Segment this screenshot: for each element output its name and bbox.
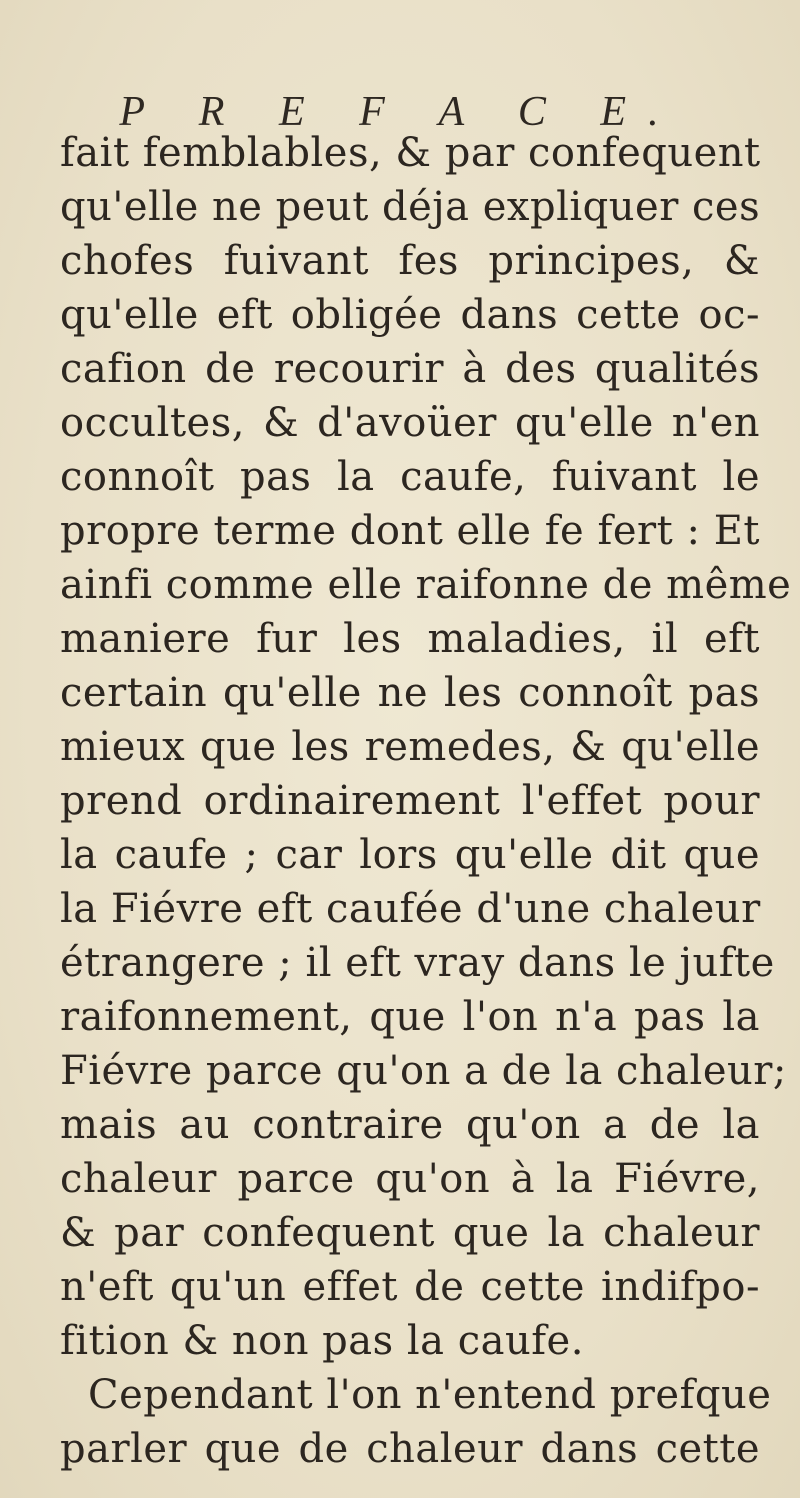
text-line: qu'elle eft obligée dans cette oc- bbox=[60, 292, 760, 338]
text-line: ainfi comme elle raifonne de même bbox=[60, 562, 792, 608]
body-text bbox=[60, 126, 792, 1476]
text-line: propre terme dont elle fe fert : Et bbox=[60, 508, 760, 554]
text-line: parler que de chaleur dans cette bbox=[60, 1426, 760, 1472]
text-line: la Fiévre eft caufée d'une chaleur bbox=[60, 886, 761, 932]
text-line: certain qu'elle ne les connoît pas bbox=[60, 670, 760, 716]
text-line: chaleur parce qu'on à la Fiévre, bbox=[60, 1156, 760, 1202]
text-line: Fiévre parce qu'on a de la chaleur; bbox=[60, 1048, 787, 1094]
text-line: mais au contraire qu'on a de la bbox=[60, 1102, 760, 1148]
text-line: fait femblables, & par confequent bbox=[60, 130, 761, 176]
text-line: & par confequent que la chaleur bbox=[60, 1210, 760, 1256]
text-line: qu'elle ne peut déja expliquer ces bbox=[60, 184, 761, 230]
text-line: raifonnement, que l'on n'a pas la bbox=[60, 994, 760, 1040]
text-line: connoît pas la caufe, fuivant le bbox=[60, 454, 760, 500]
text-line: mieux que les remedes, & qu'elle bbox=[60, 724, 760, 770]
text-line-paragraph-end: fition & non pas la caufe. bbox=[60, 1318, 584, 1364]
text-line: occultes, & d'avoüer qu'elle n'en bbox=[60, 400, 760, 446]
text-line: prend ordinairement l'effet pour bbox=[60, 778, 760, 824]
text-line: maniere fur les maladies, il eft bbox=[60, 616, 760, 662]
text-line-paragraph-start: Cependant l'on n'entend prefque bbox=[88, 1372, 772, 1418]
text-line: chofes fuivant fes principes, & bbox=[60, 238, 760, 284]
text-line: cafion de recourir à des qualités bbox=[60, 346, 760, 392]
text-line: étrangere ; il eft vray dans le jufte bbox=[60, 940, 775, 986]
text-line: la caufe ; car lors qu'elle dit que bbox=[60, 832, 760, 878]
running-head: P R E F A C E. bbox=[119, 89, 681, 135]
text-line: n'eft qu'un effet de cette indifpo- bbox=[60, 1264, 760, 1310]
